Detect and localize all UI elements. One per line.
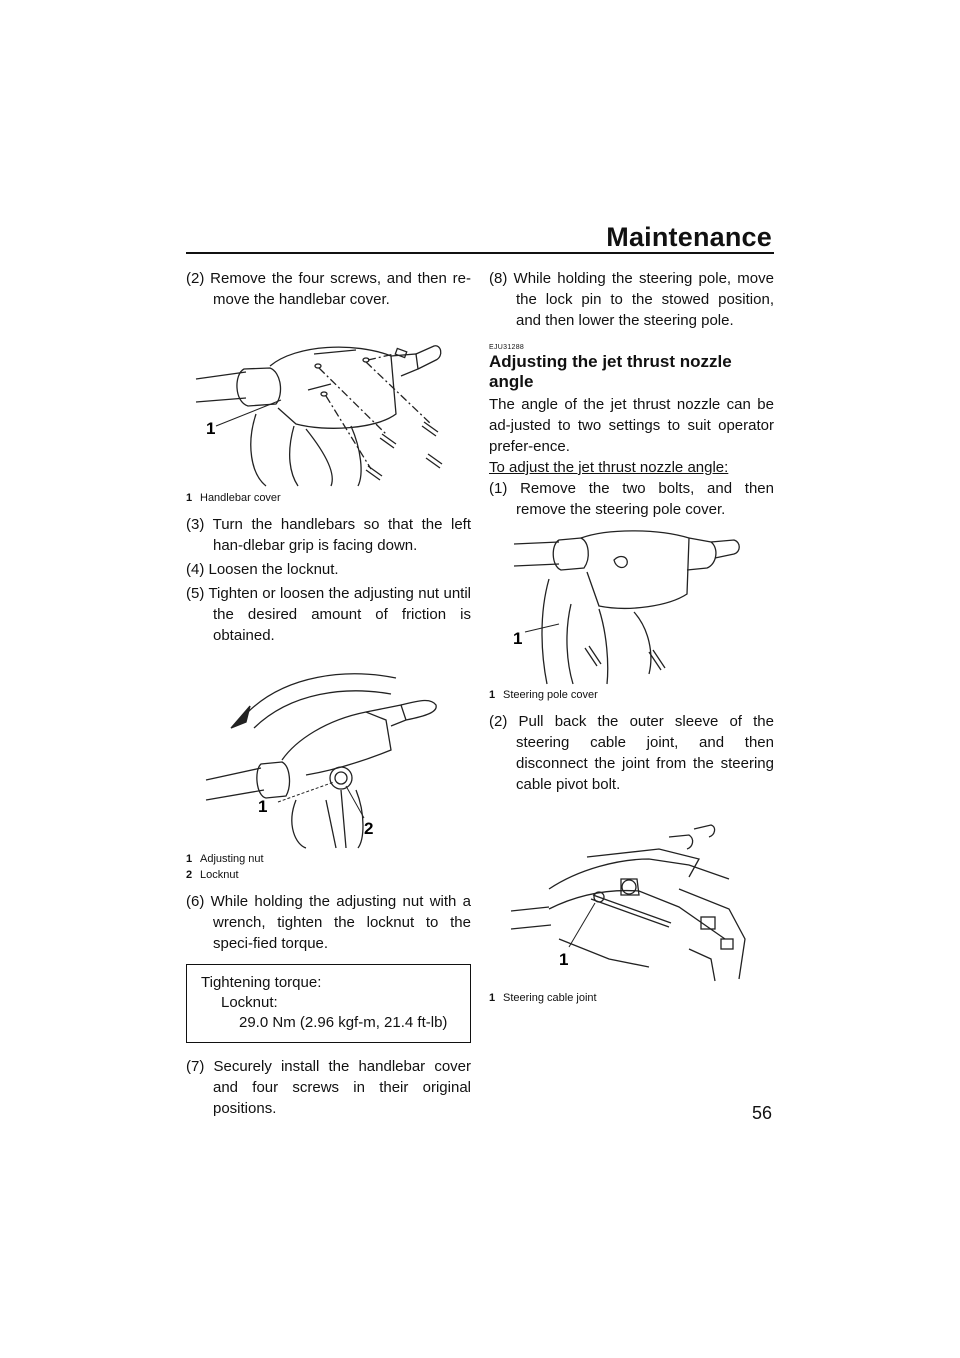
figure-steering-pole-cover bbox=[489, 524, 774, 703]
step-2-remove-screws: (2) Remove the four screws, and then re-move the handlebar cover. bbox=[186, 270, 471, 308]
spec-value: 29.0 Nm (2.96 kgf-m, 21.4 ft-lb) bbox=[239, 1014, 448, 1031]
step-6-tighten-locknut: (6) While holding the adjusting nut with a wrench, tighten the locknut to the speci-fied torque. bbox=[186, 893, 471, 952]
caption-number-2: 2 bbox=[186, 869, 193, 881]
section-intro: The angle of the jet thrust nozzle can be ad-justed to two settings to suit operator prefer-ence. bbox=[489, 396, 774, 455]
spec-label: Tightening torque: bbox=[201, 974, 322, 991]
steering-cable-joint-illustration bbox=[489, 799, 774, 989]
callout-1: 1 bbox=[258, 797, 268, 816]
figure-caption bbox=[489, 687, 774, 703]
callout-1: 1 bbox=[206, 419, 216, 438]
figure-caption-2 bbox=[186, 867, 471, 883]
figure-caption bbox=[489, 990, 774, 1006]
caption-number: 1 bbox=[186, 492, 193, 504]
figure-adjusting-nut bbox=[186, 650, 471, 883]
document-code: EJU31288 bbox=[489, 344, 525, 351]
step-1-remove-bolts: (1) Remove the two bolts, and then remove the steering pole cover. bbox=[489, 480, 774, 518]
steering-pole-cover-illustration bbox=[489, 524, 774, 686]
page-title: Maintenance bbox=[606, 222, 772, 252]
caption-text-2: Locknut bbox=[200, 869, 239, 881]
left-column bbox=[186, 268, 471, 1122]
callout-1: 1 bbox=[513, 629, 523, 648]
figure-caption bbox=[186, 490, 471, 506]
step-3-turn-handlebars: (3) Turn the handlebars so that the left han-dlebar grip is facing down. bbox=[186, 516, 471, 554]
figure-steering-cable-joint bbox=[489, 799, 774, 1006]
figure-handlebar-cover bbox=[186, 314, 471, 506]
spec-part: Locknut: bbox=[221, 994, 278, 1011]
tightening-torque-spec bbox=[186, 964, 471, 1043]
caption-number-1: 1 bbox=[186, 853, 193, 865]
page-number: 56 bbox=[751, 1103, 772, 1123]
right-column bbox=[489, 268, 774, 1006]
step-8-lower-pole: (8) While holding the steering pole, move the lock pin to the stowed position, and then lower the steering pole. bbox=[489, 270, 774, 329]
callout-1: 1 bbox=[559, 950, 569, 969]
title-rule bbox=[186, 252, 774, 254]
callout-2: 2 bbox=[364, 819, 374, 838]
caption-text: Steering cable joint bbox=[503, 992, 597, 1004]
section-heading: Adjusting the jet thrust nozzle angle bbox=[489, 352, 732, 391]
caption-text-1: Adjusting nut bbox=[200, 853, 264, 865]
caption-text: Handlebar cover bbox=[200, 492, 281, 504]
step-2-disconnect-joint: (2) Pull back the outer sleeve of the steering cable joint, and then disconnect the joint from the steering cable pivot bolt. bbox=[489, 713, 774, 793]
adjusting-nut-illustration bbox=[186, 650, 471, 850]
handlebar-cover-illustration bbox=[186, 314, 471, 489]
step-7-install-cover: (7) Securely install the handlebar cover and four screws in their original positions. bbox=[186, 1058, 471, 1117]
step-4-loosen-locknut: (4) Loosen the locknut. bbox=[186, 561, 339, 578]
caption-number: 1 bbox=[489, 689, 496, 701]
caption-number: 1 bbox=[489, 992, 496, 1004]
figure-caption-1 bbox=[186, 851, 471, 867]
caption-text: Steering pole cover bbox=[503, 689, 598, 701]
step-5-tighten-adjusting-nut: (5) Tighten or loosen the adjusting nut until the desired amount of friction is obtained. bbox=[186, 585, 471, 644]
procedure-subheading: To adjust the jet thrust nozzle angle: bbox=[489, 459, 729, 476]
